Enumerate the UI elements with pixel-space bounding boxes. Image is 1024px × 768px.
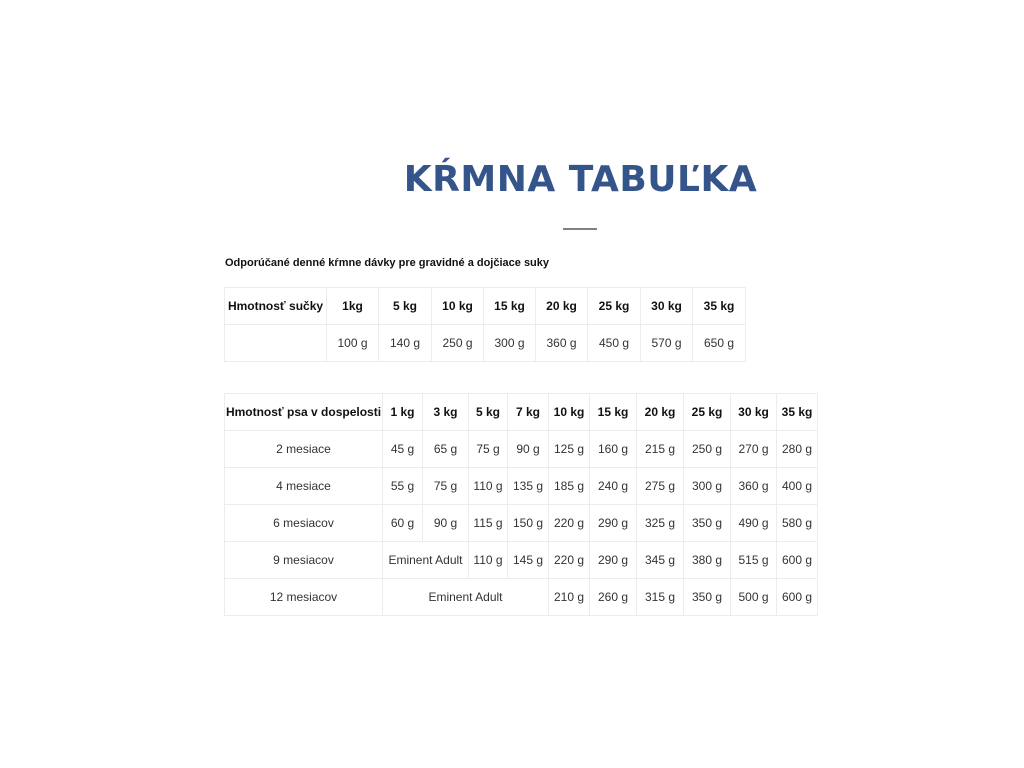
table-header-cell: 3 kg xyxy=(423,394,469,431)
page-title: KŔMNA TABUĽKA xyxy=(403,159,758,200)
table-row xyxy=(225,505,818,542)
table-header-row xyxy=(225,288,746,325)
table-cell: 125 g xyxy=(549,431,590,468)
table-cell: 90 g xyxy=(423,505,469,542)
table-cell: 600 g xyxy=(777,542,818,579)
table-header-cell: 10 kg xyxy=(432,288,484,325)
table-header-cell: 15 kg xyxy=(590,394,637,431)
table-cell: 360 g xyxy=(536,325,588,362)
table-cell: 360 g xyxy=(731,468,777,505)
puppy-feeding-table xyxy=(224,393,818,616)
table-header-cell: 10 kg xyxy=(549,394,590,431)
table-header-cell: 1kg xyxy=(327,288,379,325)
table-header-cell: 30 kg xyxy=(731,394,777,431)
table-cell: 240 g xyxy=(590,468,637,505)
table-cell: 290 g xyxy=(590,542,637,579)
pregnant-feeding-table xyxy=(224,287,746,362)
table-cell: 220 g xyxy=(549,542,590,579)
table-cell: 100 g xyxy=(327,325,379,362)
table-cell: 60 g xyxy=(383,505,423,542)
table-cell: 350 g xyxy=(684,579,731,616)
table-cell: 45 g xyxy=(383,431,423,468)
table-cell: 325 g xyxy=(637,505,684,542)
table-cell: 380 g xyxy=(684,542,731,579)
title-divider xyxy=(563,228,597,230)
table-cell: 6 mesiacov xyxy=(225,505,383,542)
table-cell: 450 g xyxy=(588,325,641,362)
table-cell: Eminent Adult xyxy=(383,542,469,579)
table-cell: 4 mesiace xyxy=(225,468,383,505)
table-header-cell: 5 kg xyxy=(379,288,432,325)
table-header-cell: 5 kg xyxy=(469,394,508,431)
table-cell: 500 g xyxy=(731,579,777,616)
table-header-cell: 15 kg xyxy=(484,288,536,325)
table-cell: 75 g xyxy=(469,431,508,468)
table-cell: Eminent Adult xyxy=(383,579,549,616)
table-header-cell: 35 kg xyxy=(693,288,746,325)
table-cell: 250 g xyxy=(432,325,484,362)
table-row xyxy=(225,468,818,505)
table-header-cell: 30 kg xyxy=(641,288,693,325)
table-cell: 110 g xyxy=(469,542,508,579)
table-cell: 400 g xyxy=(777,468,818,505)
table-header-cell: 20 kg xyxy=(637,394,684,431)
table-header-cell: Hmotnosť psa v dospelosti xyxy=(225,394,383,431)
table-cell: 350 g xyxy=(684,505,731,542)
table-cell: 220 g xyxy=(549,505,590,542)
table-row xyxy=(225,325,746,362)
table-row xyxy=(225,431,818,468)
table-cell: 215 g xyxy=(637,431,684,468)
table-cell: 55 g xyxy=(383,468,423,505)
table-header-cell: 1 kg xyxy=(383,394,423,431)
table-cell: 570 g xyxy=(641,325,693,362)
table-cell: 300 g xyxy=(484,325,536,362)
table-cell: 135 g xyxy=(508,468,549,505)
table-header-cell: Hmotnosť sučky xyxy=(225,288,327,325)
table-header-cell: 20 kg xyxy=(536,288,588,325)
table-cell: 65 g xyxy=(423,431,469,468)
table-cell: 250 g xyxy=(684,431,731,468)
table-cell: 140 g xyxy=(379,325,432,362)
table-cell xyxy=(225,325,327,362)
table-cell: 185 g xyxy=(549,468,590,505)
table-cell: 145 g xyxy=(508,542,549,579)
table-cell: 650 g xyxy=(693,325,746,362)
table-cell: 160 g xyxy=(590,431,637,468)
table-cell: 115 g xyxy=(469,505,508,542)
table-cell: 9 mesiacov xyxy=(225,542,383,579)
table-header-row xyxy=(225,394,818,431)
table-header-cell: 25 kg xyxy=(588,288,641,325)
table-cell: 345 g xyxy=(637,542,684,579)
table-cell: 2 mesiace xyxy=(225,431,383,468)
table-row xyxy=(225,542,818,579)
table-header-cell: 35 kg xyxy=(777,394,818,431)
table-cell: 315 g xyxy=(637,579,684,616)
table-cell: 110 g xyxy=(469,468,508,505)
table-cell: 600 g xyxy=(777,579,818,616)
table-cell: 12 mesiacov xyxy=(225,579,383,616)
table-cell: 260 g xyxy=(590,579,637,616)
table-row xyxy=(225,579,818,616)
table-header-cell: 25 kg xyxy=(684,394,731,431)
table-cell: 90 g xyxy=(508,431,549,468)
table-cell: 275 g xyxy=(637,468,684,505)
table-cell: 290 g xyxy=(590,505,637,542)
table-cell: 150 g xyxy=(508,505,549,542)
table-cell: 300 g xyxy=(684,468,731,505)
table-cell: 580 g xyxy=(777,505,818,542)
table-cell: 490 g xyxy=(731,505,777,542)
table-header-cell: 7 kg xyxy=(508,394,549,431)
table-cell: 75 g xyxy=(423,468,469,505)
table1-caption: Odporúčané denné kŕmne dávky pre gravidné a dojčiace suky xyxy=(225,257,550,269)
table-cell: 210 g xyxy=(549,579,590,616)
table-cell: 280 g xyxy=(777,431,818,468)
table-cell: 270 g xyxy=(731,431,777,468)
table-cell: 515 g xyxy=(731,542,777,579)
